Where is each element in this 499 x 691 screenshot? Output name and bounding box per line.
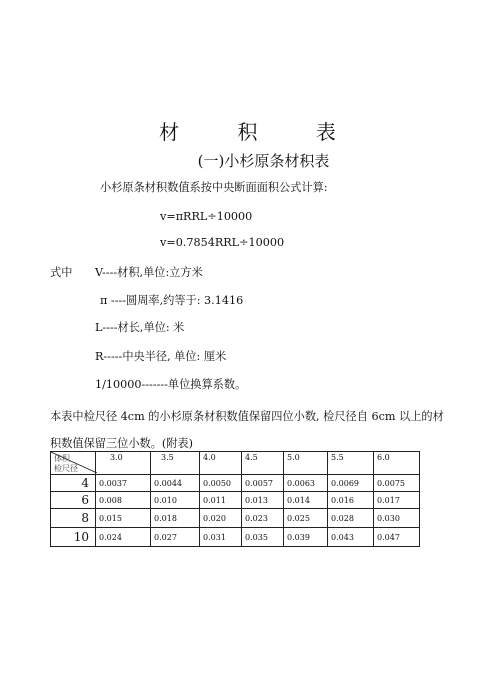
formula-1: v=πRRL÷10000 [160, 210, 253, 223]
formula-2: v=0.7854RRL÷10000 [160, 236, 285, 249]
table-row [51, 509, 420, 528]
table-cell: 0.015 [96, 509, 151, 528]
row-label: 10 [51, 528, 96, 547]
row-label: 6 [51, 492, 96, 509]
table-row [51, 492, 420, 509]
volume-table [50, 451, 420, 547]
document-title: 材 积 表 [159, 120, 362, 144]
row-label: 8 [51, 509, 96, 528]
table-cell: 0.020 [200, 509, 242, 528]
table-cell: 0.0050 [200, 475, 242, 492]
corner-top-label: 体积 [54, 454, 70, 463]
column-header: 5.0 [284, 452, 328, 475]
table-cell: 0.017 [374, 492, 420, 509]
column-header: 4.0 [200, 452, 242, 475]
table-cell: 0.023 [242, 509, 284, 528]
table-row [51, 528, 420, 547]
intro-text: 小杉原条材积数值系按中央断面面积公式计算: [100, 181, 328, 194]
table-cell: 0.016 [328, 492, 374, 509]
table-cell: 0.018 [151, 509, 200, 528]
table-cell: 0.011 [200, 492, 242, 509]
table-cell: 0.028 [328, 509, 374, 528]
table-header-row [51, 452, 420, 475]
table-cell: 0.030 [374, 509, 420, 528]
table-cell: 0.035 [242, 528, 284, 547]
row-label: 4 [51, 475, 96, 492]
table-cell: 0.0063 [284, 475, 328, 492]
table-cell: 0.0069 [328, 475, 374, 492]
table-cell: 0.0075 [374, 475, 420, 492]
table-row [51, 475, 420, 492]
definition-unit: 1/10000-------单位换算系数。 [95, 378, 247, 391]
table-cell: 0.014 [284, 492, 328, 509]
column-header: 3.0 [96, 452, 151, 475]
table-cell: 0.0037 [96, 475, 151, 492]
table-cell: 0.025 [284, 509, 328, 528]
definition-v: V----材积,单位:立方米 [95, 266, 203, 279]
table-cell: 0.0044 [151, 475, 200, 492]
table-cell: 0.0057 [242, 475, 284, 492]
table-cell: 0.024 [96, 528, 151, 547]
column-header: 4.5 [242, 452, 284, 475]
table-cell: 0.047 [374, 528, 420, 547]
column-header: 6.0 [374, 452, 420, 475]
column-header: 3.5 [151, 452, 200, 475]
table-cell: 0.039 [284, 528, 328, 547]
table-corner-cell [51, 452, 96, 475]
table-cell: 0.043 [328, 528, 374, 547]
document-subtitle: (一)小杉原条材积表 [197, 152, 330, 170]
table-cell: 0.027 [151, 528, 200, 547]
corner-bottom-label: 检尺径 [54, 464, 78, 473]
table-cell: 0.031 [200, 528, 242, 547]
where-label: 式中 [50, 266, 73, 279]
definition-pi: π ----圆周率,约等于: 3.1416 [100, 294, 244, 307]
column-header: 5.5 [328, 452, 374, 475]
table-cell: 0.008 [96, 492, 151, 509]
table-cell: 0.013 [242, 492, 284, 509]
definition-r: R-----中央半径, 单位: 厘米 [95, 350, 227, 363]
table-note: 本表中检尺径 4cm 的小杉原条材积数值保留四位小数, 检尺径自 6cm 以上的材积数值保留三位小数。(附表) [50, 410, 444, 450]
table-cell: 0.010 [151, 492, 200, 509]
definition-l: L----材长,单位: 米 [95, 321, 185, 334]
